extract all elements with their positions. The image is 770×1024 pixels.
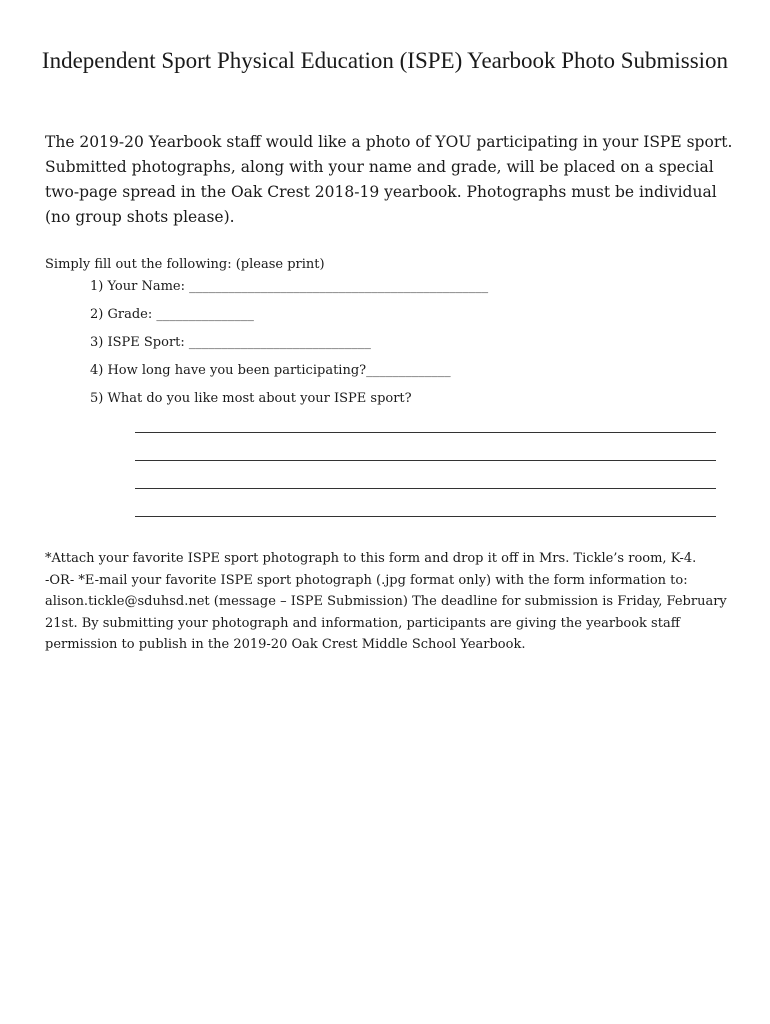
question-duration: 4) How long have you been participating?_____________ [90, 363, 451, 378]
notes-line: 21st. By submitting your photograph and information, participants are giving the yearbook staff [45, 615, 680, 631]
notes-line: permission to publish in the 2019-20 Oak Crest Middle School Yearbook. [45, 637, 526, 652]
answer-line [135, 488, 716, 489]
intro-paragraph: The 2019-20 Yearbook staff would like a photo of YOU participating in your ISPE sport. Submitted photographs, along with your name and grade, will be placed on a special two-page spread in the Oak Crest 2018-19 yearbook. Photographs must be individual (no group shots please). [45, 133, 733, 226]
question-name: 1) Your Name: ______________________________________________ [90, 279, 489, 294]
submission-notes [45, 548, 735, 656]
question-sport: 3) ISPE Sport: ____________________________ [90, 335, 371, 350]
answer-line [135, 432, 716, 433]
answer-line [135, 516, 716, 517]
question-favorite: 5) What do you like most about your ISPE sport? [90, 391, 412, 406]
notes-line: alison.tickle@sduhsd.net (message – ISPE Submission) The deadline for submission is Friday, February [45, 594, 727, 609]
notes-line: -OR- *E-mail your favorite ISPE sport photograph (.jpg format only) with the form information to: [45, 572, 688, 588]
notes-line: *Attach your favorite ISPE sport photograph to this form and drop it off in Mrs. Tickle’s room, K-4. [45, 551, 697, 566]
answer-line [135, 460, 716, 461]
question-grade: 2) Grade: _______________ [90, 307, 254, 322]
page-title: Independent Sport Physical Education (ISPE) Yearbook Photo Submission [41, 48, 729, 73]
instructions-text: Simply fill out the following: (please print) [45, 257, 325, 272]
